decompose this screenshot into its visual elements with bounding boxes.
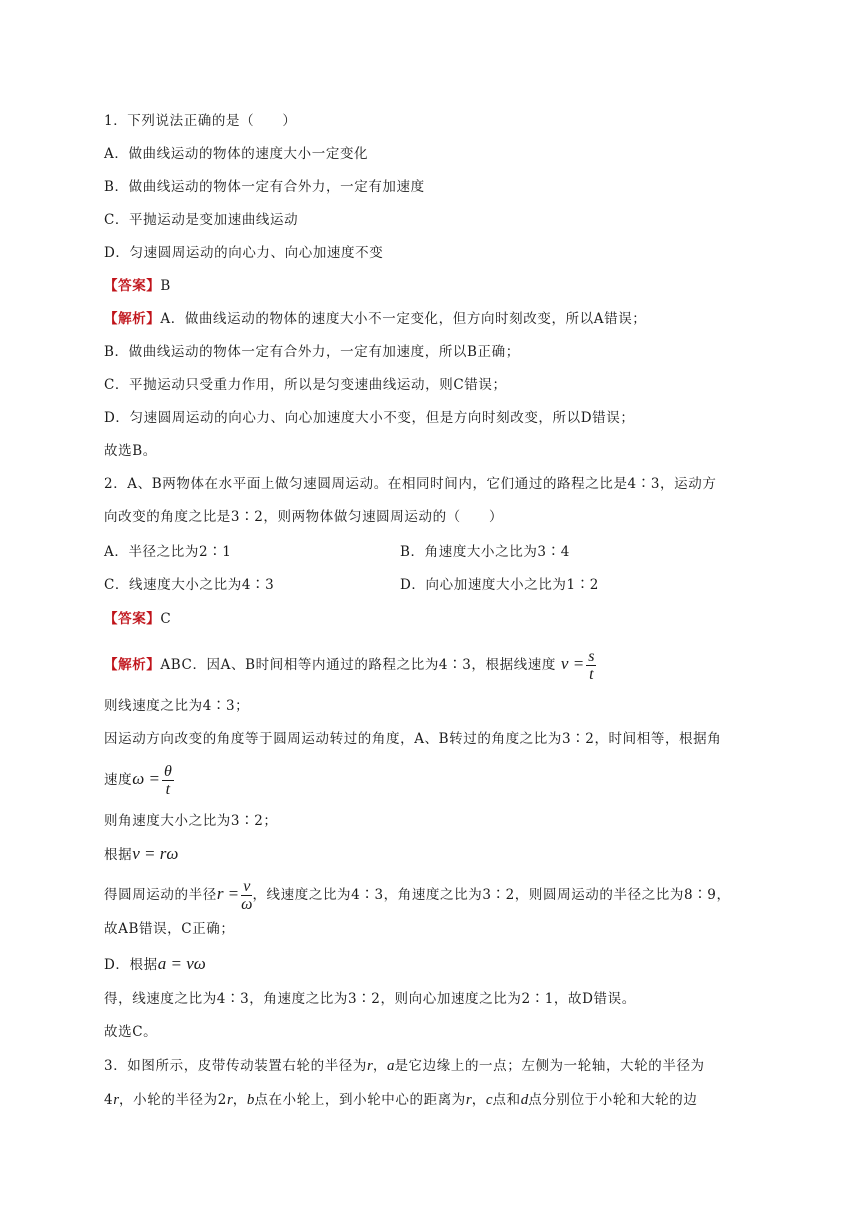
stem-text: ， <box>372 1058 387 1074</box>
formula-w-lhs: ω = <box>132 769 160 788</box>
q2-options-row-2 <box>104 576 600 594</box>
q1-conclusion: 故选B。 <box>104 443 157 459</box>
q2-conclusion: 故选C。 <box>104 1024 158 1040</box>
q2-stem-2: 向改变的角度之比是3∶2，则两物体做匀速圆周运动的（ ） <box>104 509 504 525</box>
fraction-denominator: t <box>165 781 171 798</box>
fraction-denominator: ω <box>241 896 253 913</box>
q2-stem-1: 2．A、B两物体在水平面上做匀速圆周运动。在相同时间内，它们通过的路程之比是4∶3，运动方 <box>104 476 717 492</box>
answer-value: B <box>160 278 171 294</box>
q1-stem: 1．下列说法正确的是（ ） <box>104 113 297 129</box>
q2-analysis-8: 故AB错误，C正确； <box>104 921 235 937</box>
var-r: r <box>226 1092 233 1108</box>
q2-option-c: C．线速度大小之比为4∶3 <box>104 577 275 593</box>
analysis-tag: 【解析】 <box>104 657 161 673</box>
fraction-denominator: t <box>589 666 594 683</box>
q1-analysis-4: D．匀速圆周运动的向心力、向心加速度大小不变，但是方向时刻改变，所以D错误； <box>104 410 635 426</box>
var-r: r <box>113 1092 120 1108</box>
var-r: r <box>465 1092 472 1108</box>
answer-value: C <box>160 611 172 627</box>
stem-text: 点和 <box>492 1092 521 1108</box>
analysis-text: 速度 <box>104 772 133 788</box>
formula-v-fraction <box>586 648 596 683</box>
q2-options-row-1 <box>104 543 570 561</box>
stem-text: 点分别位于小轮和大轮的边 <box>528 1092 698 1108</box>
q2-analysis-2: 则线速度之比为4∶3； <box>104 698 250 714</box>
q1-option-d: D．匀速圆周运动的向心力、向心加速度不变 <box>104 245 384 261</box>
q2-option-d: D．向心加速度大小之比为1∶2 <box>400 577 600 593</box>
formula-a-v-omega: a = vω <box>157 954 206 973</box>
formula-w-fraction <box>162 763 174 798</box>
stem-text: 是它边缘上的一点；左侧为一轮轴，大轮的半径为 <box>394 1058 705 1074</box>
q2-analysis-10: 得，线速度之比为4∶3，角速度之比为3∶2，则向心加速度之比为2∶1，故D错误。 <box>104 991 636 1007</box>
q2-analysis-3: 因运动方向改变的角度等于圆周运动转过的角度，A、B转过的角度之比为3∶2，时间相等，根据角 <box>104 731 722 747</box>
q2-analysis-1 <box>104 648 596 683</box>
q2-analysis-4 <box>104 763 174 798</box>
analysis-text: 得圆周运动的半径 <box>104 887 217 903</box>
var-a: a <box>386 1058 395 1074</box>
var-b: b <box>246 1092 255 1108</box>
fraction-numerator: v <box>241 878 252 896</box>
answer-tag: 【答案】 <box>104 278 161 294</box>
q2-option-a: A．半径之比为2∶1 <box>104 544 232 560</box>
analysis-text: A．做曲线运动的物体的速度大小不一定变化，但方向时刻改变，所以A错误； <box>160 311 647 327</box>
var-c: c <box>485 1092 493 1108</box>
q1-analysis-2: B．做曲线运动的物体一定有合外力，一定有加速度，所以B正确； <box>104 344 520 360</box>
answer-tag: 【答案】 <box>104 611 161 627</box>
analysis-text: ABC．因A、B时间相等内通过的路程之比为4∶3，根据线速度 <box>160 657 557 673</box>
stem-text: ， <box>471 1092 486 1108</box>
q2-analysis-6 <box>104 845 178 864</box>
q1-answer <box>104 277 171 295</box>
analysis-tag: 【解析】 <box>104 311 161 327</box>
formula-v-lhs: v = <box>560 654 585 673</box>
q1-analysis-1 <box>104 310 646 328</box>
fraction-numerator: θ <box>163 763 172 780</box>
q1-option-a: A．做曲线运动的物体的速度大小一定变化 <box>104 146 369 162</box>
formula-r-fraction <box>241 878 252 913</box>
q3-stem-2 <box>104 1091 697 1109</box>
var-r: r <box>367 1058 373 1074</box>
q2-analysis-7 <box>104 878 731 913</box>
stem-text: ，小轮的半径为2 <box>119 1092 227 1108</box>
analysis-text: D．根据 <box>104 957 158 973</box>
q2-option-b: B．角速度大小之比为3∶4 <box>400 544 570 560</box>
q1-option-c: C．平抛运动是变加速曲线运动 <box>104 212 299 228</box>
formula-r-lhs: r = <box>216 884 240 903</box>
q2-analysis-9 <box>104 955 206 974</box>
stem-text: ， <box>232 1092 247 1108</box>
fraction-numerator: s <box>588 648 595 665</box>
analysis-text: 根据 <box>104 847 133 863</box>
q1-option-b: B．做曲线运动的物体一定有合外力，一定有加速度 <box>104 179 425 195</box>
formula-v-r-omega: v = rω <box>132 844 179 863</box>
var-d: d <box>520 1092 529 1108</box>
q2-analysis-5: 则角速度大小之比为3∶2； <box>104 813 278 829</box>
q1-analysis-3: C．平抛运动只受重力作用，所以是匀变速曲线运动，则C错误； <box>104 377 507 393</box>
stem-text: 点在小轮上，到小轮中心的距离为 <box>254 1092 466 1108</box>
stem-text: 3．如图所示，皮带传动装置右轮的半径为 <box>104 1058 367 1074</box>
stem-text: 4 <box>104 1092 114 1108</box>
q2-answer <box>104 610 171 628</box>
analysis-text-cont: ，线速度之比为4∶3，角速度之比为3∶2，则圆周运动的半径之比为8∶9， <box>252 887 731 903</box>
q3-stem-1 <box>104 1057 705 1075</box>
